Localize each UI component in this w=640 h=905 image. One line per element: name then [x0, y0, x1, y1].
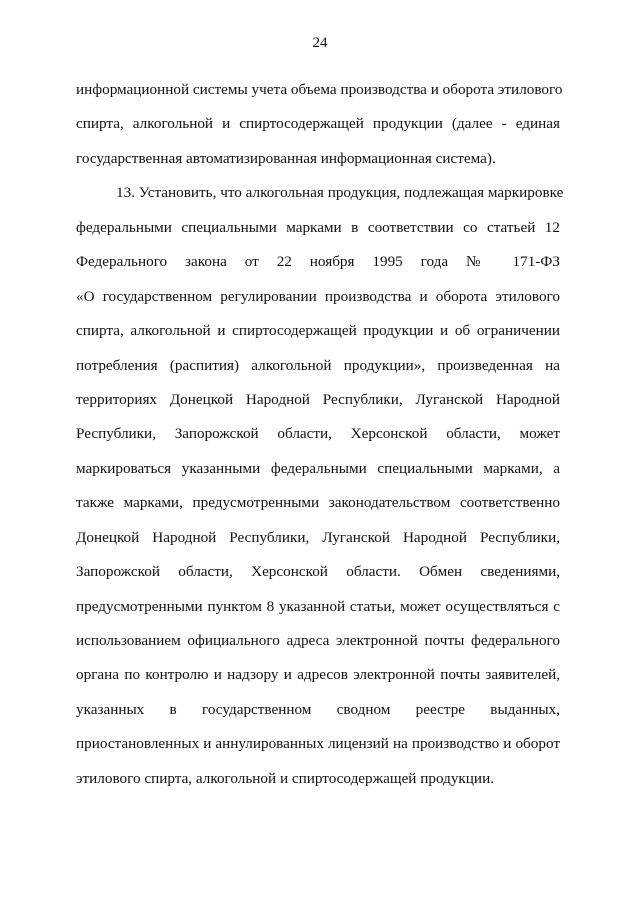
text-line: Донецкой Народной Республики, Луганской Народной Республики, [76, 528, 560, 546]
text-line: потребления (распития) алкогольной продукции», произведенная на [76, 356, 560, 374]
text-line: использованием официального адреса электронной почты федерального [76, 632, 560, 649]
text-line: приостановленных и аннулированных лицензий на производство и оборот [76, 735, 560, 753]
text-line: спирта, алкогольной и спиртосодержащей продукции (далее - единая [76, 115, 560, 133]
text-line: «О государственном регулировании производства и оборота этилового [76, 287, 560, 305]
text-line: Республики, Запорожской области, Херсонской области, может [76, 425, 560, 443]
text-line: федеральными специальными марками в соответствии со статьей 12 [76, 218, 560, 236]
page-number: 24 [312, 35, 328, 51]
text-line: 13. Установить, что алкогольная продукция, подлежащая маркировке [116, 184, 564, 202]
text-line: государственная автоматизированная информационная система). [76, 149, 496, 167]
text-line: также марками, предусмотренными законодательством соответственно [76, 494, 560, 512]
text-line: маркироваться указанными федеральными специальными марками, а [76, 459, 560, 477]
text-line: спирта, алкогольной и спиртосодержащей продукции и об ограничении [76, 322, 560, 340]
text-line: территориях Донецкой Народной Республики, Луганской Народной [76, 390, 560, 408]
text-line: информационной системы учета объема производства и оборота этилового [76, 81, 563, 98]
text-line: указанных в государственном сводном реестре выданных, [76, 700, 560, 718]
text-line: Запорожской области, Херсонской области. Обмен сведениями, [76, 563, 560, 581]
body-text [76, 73, 564, 796]
text-line: органа по контролю и надзору и адресов электронной почты заявителей, [76, 666, 560, 684]
text-line: Федерального закона от 22 ноября 1995 года № 171-ФЗ [76, 253, 560, 271]
text-line: предусмотренными пунктом 8 указанной статьи, может осуществляться с [76, 597, 560, 615]
text-line: этилового спирта, алкогольной и спиртосодержащей продукции. [76, 769, 494, 787]
